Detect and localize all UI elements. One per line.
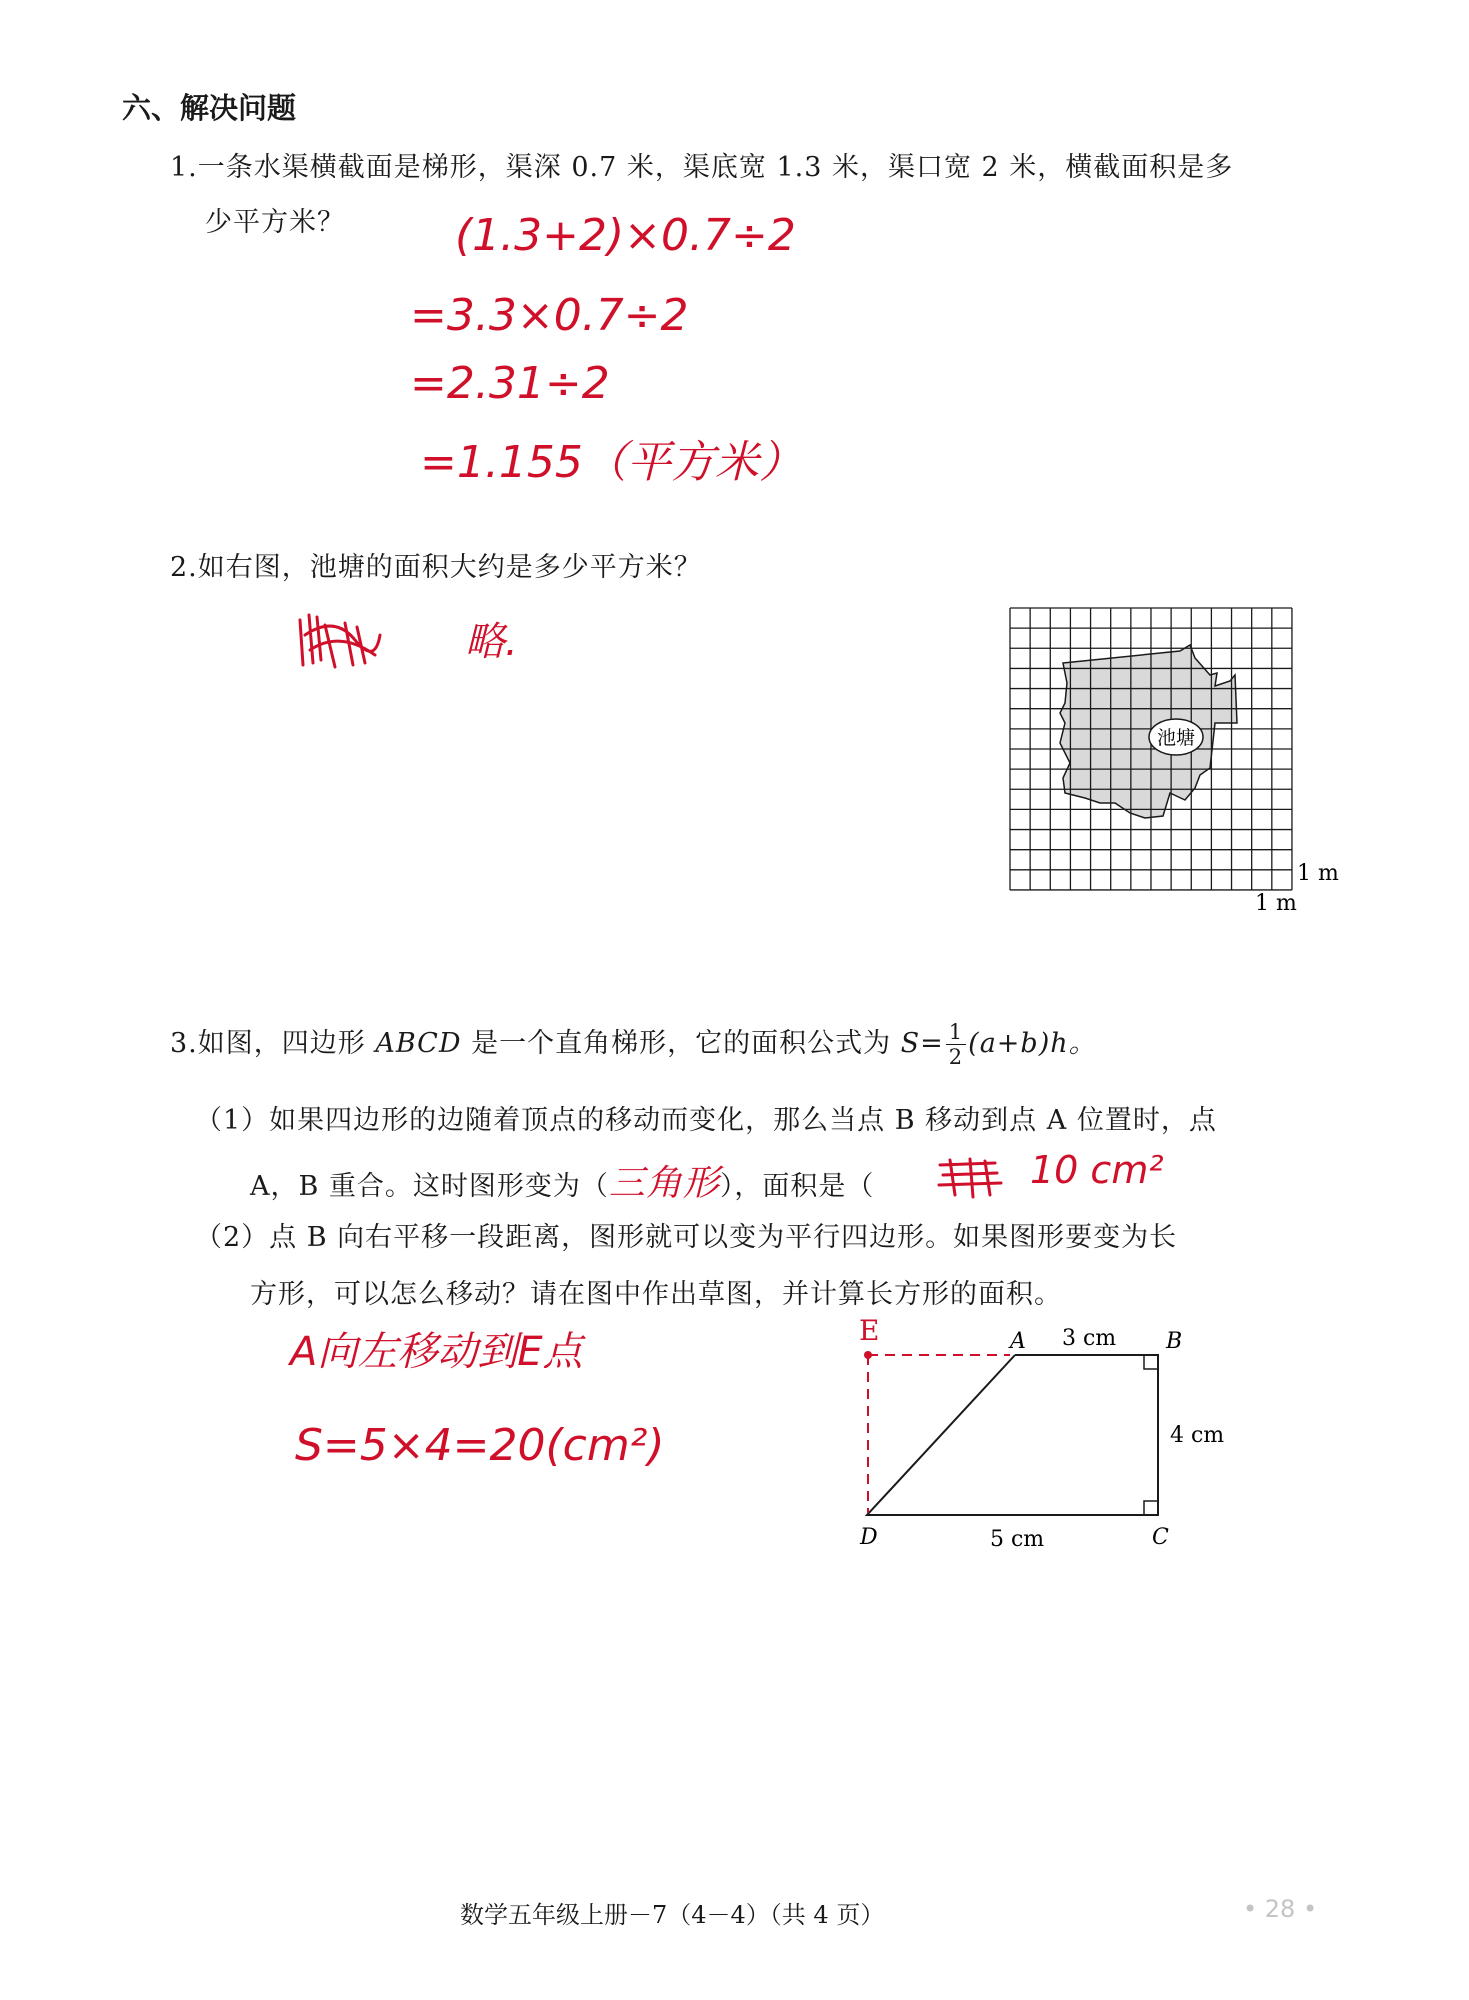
point-E: [864, 1351, 872, 1359]
q3-frac-den: 2: [948, 1045, 964, 1069]
q3-part1-answer-area: 10 cm²: [1030, 1148, 1164, 1192]
page-number: • 28 •: [1243, 1895, 1318, 1923]
label-B: B: [1166, 1329, 1183, 1354]
q2-answer: 略.: [465, 619, 518, 665]
trapezoid-diagram: [840, 1310, 1260, 1560]
q3-frac-num: 1: [946, 1020, 966, 1045]
q3-intro: [170, 1020, 1097, 1069]
q3-part1-text-a: A，B 重合。这时图形变为（: [250, 1171, 609, 1202]
q2-text: 2.如右图，池塘的面积大约是多少平方米？: [170, 552, 702, 583]
q1-answer-line1: (1.3+2)×0.7÷2: [455, 210, 796, 261]
pond-label: 池塘: [1156, 727, 1196, 749]
q3-part2-line1: （2）点 B 向右平移一段距离，图形就可以变为平行四边形。如果图形要变为长: [195, 1222, 1178, 1253]
q3-intro-before: 3.如图，四边形: [170, 1028, 376, 1059]
q2-scribble: [295, 605, 385, 675]
scale-label-horizontal: 1 m: [1255, 891, 1297, 916]
q3-intro-middle: 是一个直角梯形，它的面积公式为: [461, 1028, 901, 1059]
right-angle-C: [1144, 1501, 1158, 1515]
label-E: E: [859, 1314, 880, 1347]
q3-formula-rhs: (a+b)h。: [968, 1028, 1097, 1059]
q3-formula-fraction: [946, 1020, 966, 1069]
trapezoid-outline: [867, 1355, 1158, 1515]
q3-shape-name: ABCD: [375, 1028, 462, 1059]
q3-answer-move: A向左移动到E点: [290, 1329, 583, 1375]
label-D: D: [860, 1525, 878, 1550]
right-length: 4 cm: [1170, 1423, 1225, 1448]
q3-answer-area: S=5×4=20(cm²): [295, 1420, 665, 1471]
label-C: C: [1152, 1525, 1169, 1550]
q3-part1-scribble: [935, 1155, 1005, 1200]
section-title: 六、解决问题: [122, 91, 297, 125]
page-footer: 数学五年级上册－7（4－4）（共 4 页）: [460, 1901, 885, 1929]
q3-part1-line1: （1）如果四边形的边随着顶点的移动而变化，那么当点 B 移动到点 A 位置时，点: [195, 1105, 1217, 1136]
pond-shape: [1060, 645, 1237, 818]
q1-answer-line3: =2.31÷2: [410, 358, 610, 409]
q3-part1-text-b: ），面积是（: [719, 1171, 875, 1202]
q3-formula-lhs: S=: [900, 1028, 944, 1059]
label-A: A: [1010, 1329, 1026, 1354]
q1-text-line1: 1.一条水渠横截面是梯形，渠深 0.7 米，渠底宽 1.3 米，渠口宽 2 米，横截面积是多: [170, 152, 1234, 183]
q1-answer-line4: =1.155（平方米）: [420, 437, 803, 488]
q3-part1-answer-shape: 三角形: [608, 1163, 720, 1204]
q3-part2-line2: 方形，可以怎么移动？请在图中作出草图，并计算长方形的面积。: [250, 1279, 1062, 1310]
q1-text-line2: 少平方米？: [205, 207, 345, 238]
bottom-length: 5 cm: [990, 1527, 1045, 1552]
top-length: 3 cm: [1062, 1326, 1117, 1351]
right-angle-B: [1144, 1355, 1158, 1369]
q3-part1-line2: [250, 1155, 874, 1206]
scale-label-vertical: 1 m: [1297, 861, 1339, 886]
pond-grid-diagram: [1005, 603, 1339, 923]
q1-answer-line2: =3.3×0.7÷2: [410, 290, 689, 341]
